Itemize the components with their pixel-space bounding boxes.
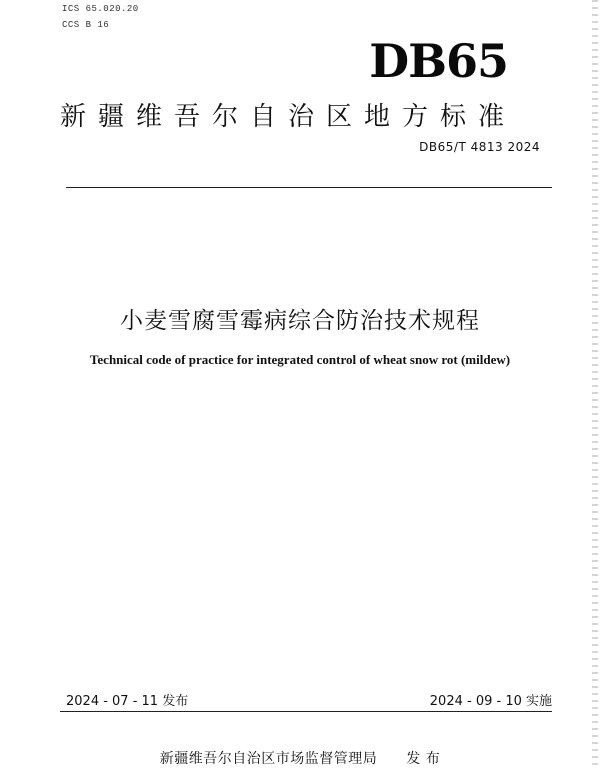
title-english: Technical code of practice for integrated control of wheat snow rot (mildew) — [89, 352, 511, 367]
ics-code: ICS 65.020.20 — [62, 4, 139, 14]
implementation-date: 2024 - 09 - 10 实施 — [429, 694, 552, 709]
ccs-code: CCS B 16 — [62, 20, 110, 30]
header-divider — [66, 187, 552, 188]
db65-logo: DB65 — [369, 34, 508, 88]
standard-number: DB65/T 4813 2024 — [419, 140, 540, 154]
footer-divider — [60, 711, 552, 712]
title-chinese: 小麦雪腐雪霉病综合防治技术规程 — [120, 308, 480, 334]
publish-date: 2024 - 07 - 11 发布 — [66, 694, 189, 709]
issuing-authority: 新疆维吾尔自治区市场监督管理局 发 布 — [159, 751, 441, 767]
scan-edge-artifact — [592, 0, 598, 767]
standard-classification: 新疆维吾尔自治区地方标准 — [60, 102, 517, 132]
